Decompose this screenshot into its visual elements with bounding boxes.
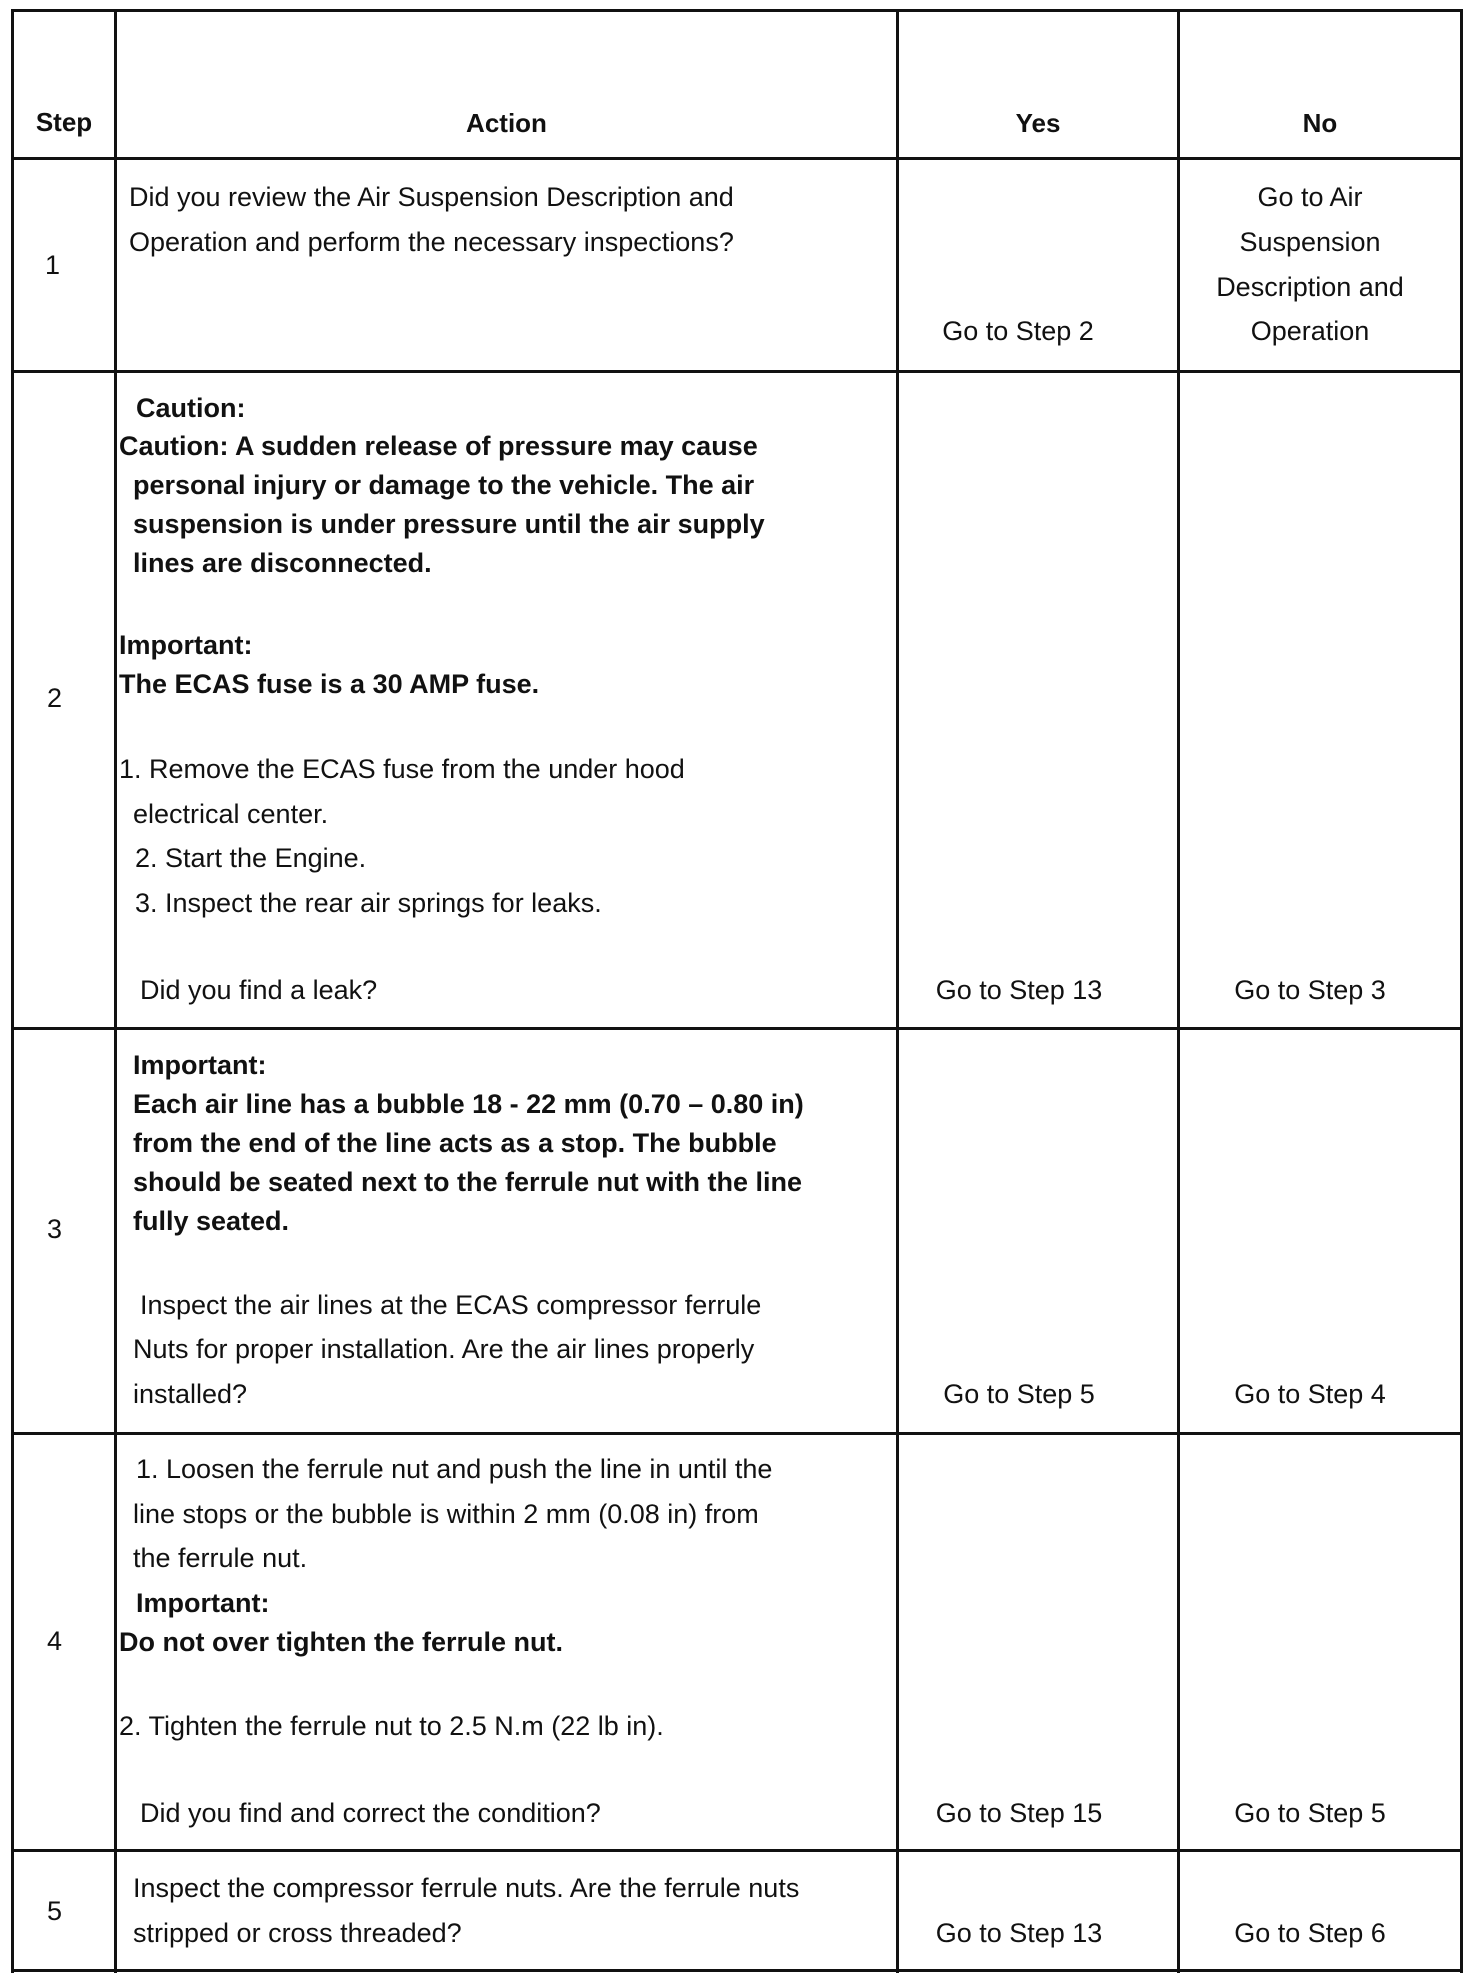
caution-text: personal injury or damage to the vehicle. The air	[133, 470, 755, 500]
action-question: Did you find a leak?	[140, 975, 378, 1005]
important-text: from the end of the line acts as a stop. The bubble	[133, 1128, 777, 1158]
action-line: line stops or the bubble is within 2 mm (0.08 in) from	[133, 1499, 759, 1529]
action-line: 2. Start the Engine.	[135, 843, 367, 873]
action-line: Inspect the compressor ferrule nuts. Are the ferrule nuts	[133, 1873, 800, 1903]
yes-outcome: Go to Step 13	[935, 975, 1103, 1005]
table-border-top	[11, 9, 1463, 12]
yes-outcome: Go to Step 2	[942, 316, 1094, 346]
no-outcome: Go to Step 5	[1234, 1798, 1386, 1828]
action-question: Did you find and correct the condition?	[140, 1798, 601, 1828]
header-no: No	[1302, 108, 1338, 138]
row-divider	[11, 1027, 1463, 1030]
important-label: Important:	[133, 1050, 267, 1080]
important-text: fully seated.	[133, 1206, 290, 1236]
step-number: 4	[47, 1626, 63, 1656]
no-outcome: Go to Step 6	[1234, 1918, 1386, 1948]
no-outcome-line: Description and	[1216, 272, 1404, 302]
action-line: installed?	[133, 1379, 248, 1409]
no-outcome-line: Suspension	[1239, 227, 1381, 257]
row-divider	[11, 370, 1463, 373]
no-outcome: Go to Step 3	[1234, 975, 1386, 1005]
yes-outcome: Go to Step 13	[935, 1918, 1103, 1948]
caution-text: Caution: A sudden release of pressure may cause	[119, 431, 758, 461]
important-label: Important:	[119, 630, 253, 660]
action-line: Operation and perform the necessary inspections?	[129, 227, 734, 257]
no-outcome: Go to Step 4	[1234, 1379, 1386, 1409]
table-border-right	[1460, 9, 1463, 1973]
table-border-left	[11, 9, 14, 1973]
row-divider	[11, 1849, 1463, 1852]
yes-outcome: Go to Step 15	[935, 1798, 1103, 1828]
action-line: 3. Inspect the rear air springs for leaks.	[135, 888, 602, 918]
step-number: 1	[45, 250, 61, 280]
header-action: Action	[466, 108, 547, 138]
action-line: stripped or cross threaded?	[133, 1918, 462, 1948]
header-divider	[11, 157, 1463, 160]
action-line: 2. Tighten the ferrule nut to 2.5 N.m (22 lb in).	[119, 1711, 664, 1741]
important-text: Do not over tighten the ferrule nut.	[119, 1627, 563, 1657]
step-number: 5	[47, 1896, 63, 1926]
important-text: The ECAS fuse is a 30 AMP fuse.	[119, 669, 540, 699]
no-outcome-line: Go to Air	[1257, 182, 1363, 212]
important-label: Important:	[136, 1588, 270, 1618]
action-line: 1. Remove the ECAS fuse from the under hood	[119, 754, 685, 784]
action-line: Inspect the air lines at the ECAS compressor ferrule	[140, 1290, 762, 1320]
caution-text: suspension is under pressure until the air supply	[133, 509, 765, 539]
caution-text: lines are disconnected.	[133, 548, 432, 578]
header-step: Step	[35, 107, 93, 137]
important-text: Each air line has a bubble 18 - 22 mm (0.70 – 0.80 in)	[133, 1089, 804, 1119]
caution-label: Caution:	[136, 393, 246, 423]
action-line: electrical center.	[133, 799, 329, 829]
step-number: 2	[47, 683, 63, 713]
no-outcome-line: Operation	[1250, 316, 1370, 346]
action-line: 1. Loosen the ferrule nut and push the line in until the	[136, 1454, 773, 1484]
column-divider	[114, 9, 117, 1973]
header-yes: Yes	[1015, 108, 1061, 138]
important-text: should be seated next to the ferrule nut with the line	[133, 1167, 803, 1197]
row-divider	[11, 1432, 1463, 1435]
yes-outcome: Go to Step 5	[943, 1379, 1095, 1409]
action-line: Nuts for proper installation. Are the air lines properly	[133, 1334, 755, 1364]
table-border-bottom	[11, 1969, 1463, 1972]
step-number: 3	[47, 1214, 63, 1244]
action-line: the ferrule nut.	[133, 1543, 308, 1573]
action-line: Did you review the Air Suspension Description and	[129, 182, 734, 212]
